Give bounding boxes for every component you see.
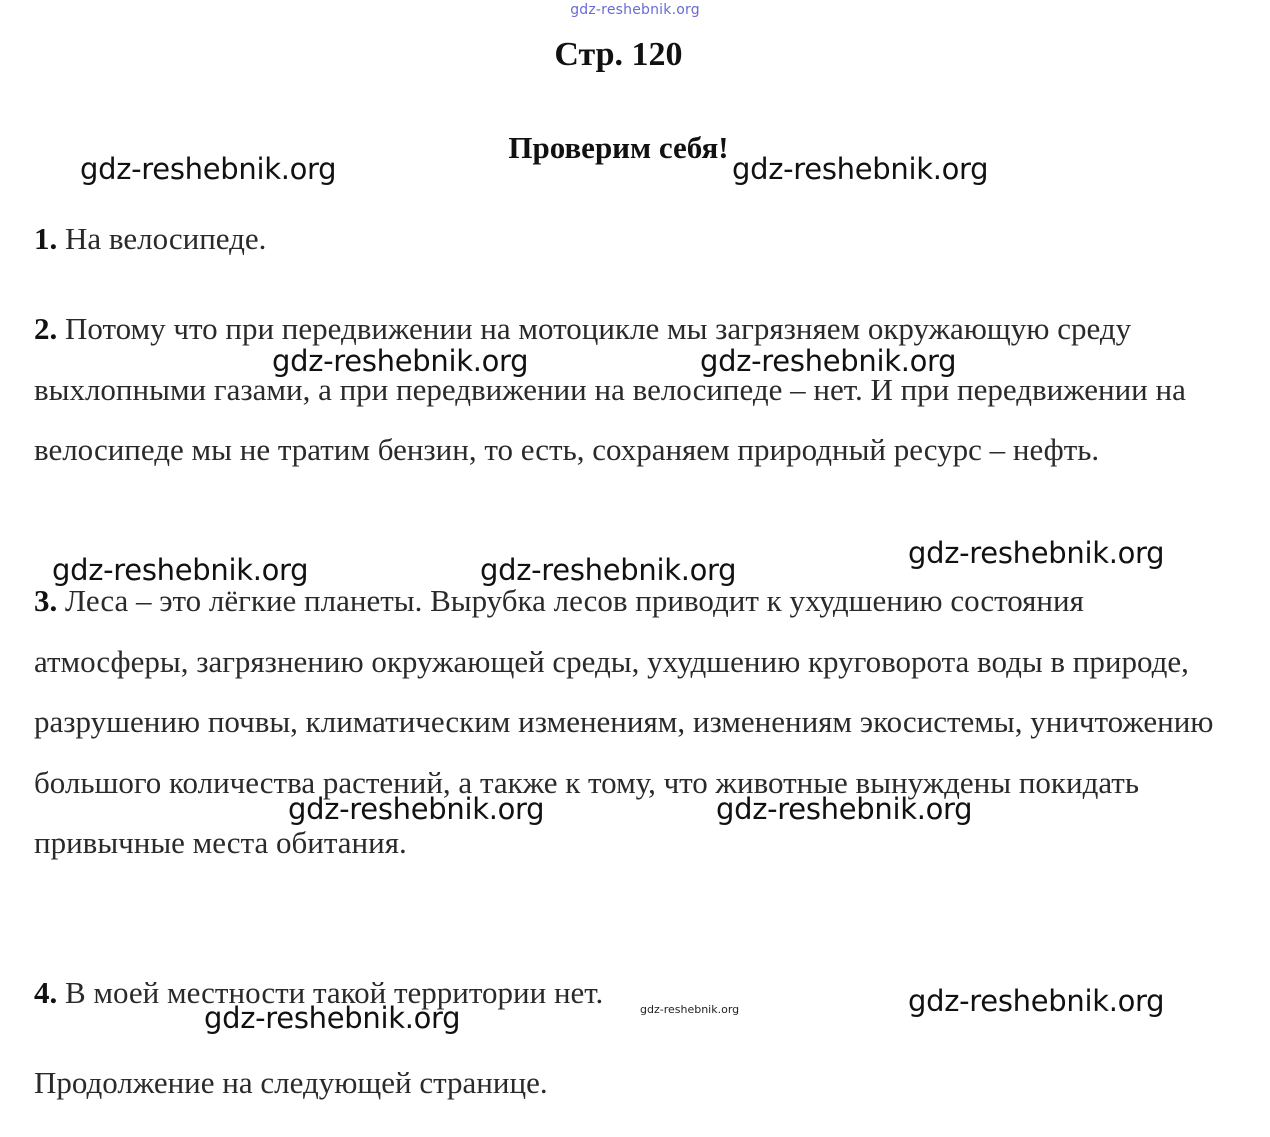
section-heading: Проверим себя! (508, 130, 729, 165)
answer-text: В моей местности такой территории нет. (65, 975, 604, 1010)
answer-3 (34, 571, 1214, 874)
watermark: gdz-reshebnik.org (908, 536, 1165, 570)
answer-text: Потому что при передвижении на мотоцикле мы загрязняем окружающую среду выхлопными газами, а при передвижении на велосипеде – нет. И при передвижении на велосипеде мы не тратим бензин, то есть, сохраняем природный ресурс – нефть. (34, 311, 1186, 467)
watermark: gdz-reshebnik.org (52, 553, 309, 587)
watermark: gdz-reshebnik.org (908, 984, 1165, 1018)
watermark-small: gdz-reshebnik.org (640, 1003, 740, 1016)
page-title: Стр. 120 (554, 36, 683, 73)
answer-number: 4. (34, 975, 58, 1010)
answer-2 (34, 299, 1214, 481)
answer-number: 1. (34, 221, 58, 256)
watermark: gdz-reshebnik.org (700, 344, 957, 378)
watermark: gdz-reshebnik.org (716, 792, 973, 826)
watermark: gdz-reshebnik.org (80, 152, 337, 186)
answer-1 (34, 209, 1214, 270)
watermark: gdz-reshebnik.org (732, 152, 989, 186)
answer-number: 2. (34, 311, 58, 346)
top-watermark: gdz-reshebnik.org (570, 2, 700, 18)
watermark: gdz-reshebnik.org (288, 792, 545, 826)
answer-number: 3. (34, 583, 58, 618)
watermark: gdz-reshebnik.org (204, 1001, 461, 1035)
answer-text: На велосипеде. (65, 221, 267, 256)
watermark: gdz-reshebnik.org (480, 553, 737, 587)
watermark: gdz-reshebnik.org (272, 344, 529, 378)
answer-text: Леса – это лёгкие планеты. Вырубка лесов приводит к ухудшению состояния атмосферы, загрязнению окружающей среды, ухудшению круговорота воды в природе, разрушению почвы, климатическим изменениям, изменениям экосистемы, уничтожению большого количества растений, а также к тому, что животные вынуждены покидать привычные места обитания. (34, 583, 1214, 860)
continuation-note: Продолжение на следующей странице. (34, 1065, 548, 1100)
